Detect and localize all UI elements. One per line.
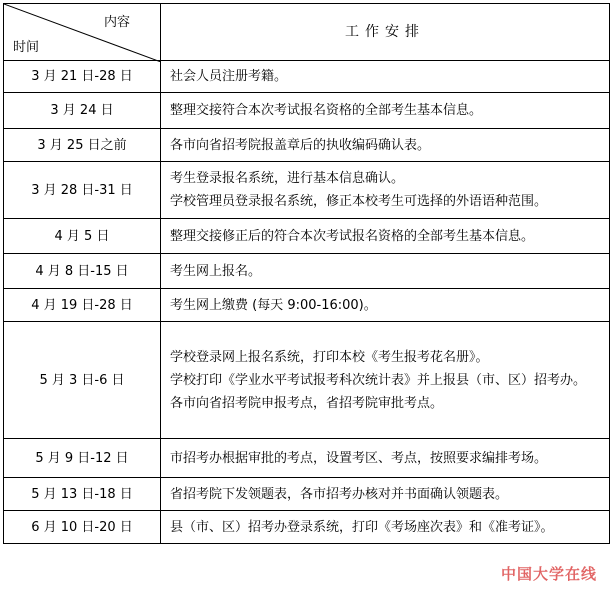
task-line: 县（市、区）招考办登录系统，打印《考场座次表》和《准考证》。: [170, 519, 554, 535]
task-cell: [161, 289, 610, 322]
task-cell: [161, 219, 610, 254]
date-cell: 4 月 19 日-28 日: [4, 289, 161, 322]
task-line: 省招考院下发领题表，各市招考办核对并书面确认领题表。: [170, 486, 509, 502]
table-row: [4, 289, 610, 322]
date-cell: 6 月 10 日-20 日: [4, 511, 161, 544]
task-line: 学校打印《学业水平考试报考科次统计表》并上报县（市、区）招考办。: [170, 372, 587, 388]
task-cell: [161, 162, 610, 219]
header-work-label: 工作安排: [161, 4, 610, 61]
table-row: [4, 129, 610, 162]
date-cell: 3 月 25 日之前: [4, 129, 161, 162]
task-line: 社会人员注册考籍。: [170, 69, 288, 84]
date-cell: 3 月 24 日: [4, 93, 161, 129]
table-row: [4, 93, 610, 129]
table-row: [4, 254, 610, 289]
table-row: [4, 219, 610, 254]
task-line: 各市向省招考院报盖章后的执收编码确认表。: [170, 137, 431, 153]
task-cell: [161, 322, 610, 439]
header-row: [4, 4, 610, 61]
task-cell: [161, 254, 610, 289]
task-line: 学校登录网上报名系统，打印本校《考生报考花名册》。: [170, 349, 489, 365]
task-line: 各市向省招考院申报考点，省招考院审批考点。: [170, 395, 444, 411]
task-line: 学校管理员登录报名系统，修正本校考生可选择的外语语种范围。: [170, 194, 548, 209]
task-cell: [161, 439, 610, 478]
date-cell: 5 月 9 日-12 日: [4, 439, 161, 478]
date-cell: 5 月 13 日-18 日: [4, 478, 161, 511]
task-line: 考生网上缴费 (每天 9:00-16:00)。: [170, 297, 377, 313]
task-cell: [161, 61, 610, 93]
table-row: [4, 478, 610, 511]
header-content-label: 内容: [103, 15, 130, 30]
task-line: 整理交接符合本次考试报名资格的全部考生基本信息。: [170, 103, 483, 118]
task-line: 考生网上报名。: [170, 263, 262, 279]
table-row: [4, 511, 610, 544]
date-cell: 4 月 5 日: [4, 219, 161, 254]
task-line: 市招考办根据审批的考点，设置考区、考点，按照要求编排考场。: [170, 450, 548, 466]
date-cell: 3 月 21 日-28 日: [4, 61, 161, 93]
date-cell: 3 月 28 日-31 日: [4, 162, 161, 219]
task-line: 整理交接修正后的符合本次考试报名资格的全部考生基本信息。: [170, 228, 535, 244]
watermark-logo: 中国大学在线: [500, 565, 597, 583]
table-row: [4, 439, 610, 478]
task-cell: [161, 511, 610, 544]
date-cell: 4 月 8 日-15 日: [4, 254, 161, 289]
date-cell: 5 月 3 日-6 日: [4, 322, 161, 439]
table-row: [4, 162, 610, 219]
task-cell: [161, 93, 610, 129]
schedule-sheet: [3, 3, 609, 596]
table-row: [4, 322, 610, 439]
diagonal-header-cell: [4, 4, 161, 61]
task-line: 考生登录报名系统，进行基本信息确认。: [170, 171, 405, 186]
task-cell: [161, 129, 610, 162]
schedule-table: [3, 3, 610, 544]
table-row: [4, 61, 610, 93]
header-time-label: 时间: [13, 40, 40, 55]
task-cell: [161, 478, 610, 511]
